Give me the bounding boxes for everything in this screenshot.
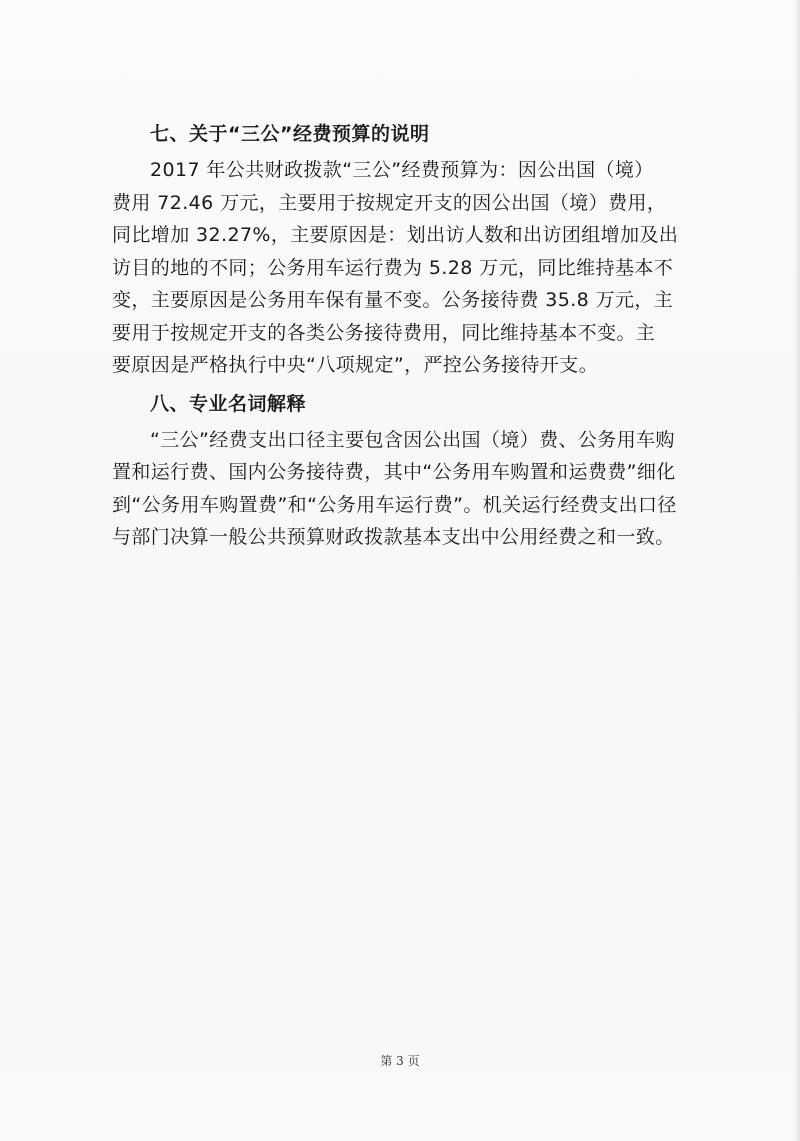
paragraph-line: 要用于按规定开支的各类公务接待费用，同比维持基本不变。主 (112, 321, 656, 344)
section-heading-8: 八、专业名词解释 (150, 392, 307, 415)
page-number: 第 3 页 (380, 1054, 420, 1068)
section-heading-7: 七、关于“三公”经费预算的说明 (150, 123, 430, 145)
paragraph-line: 要原因是严格执行中央“八项规定”，严控公务接待开支。 (112, 354, 599, 376)
paragraph-line: 2017 年公共财政拨款“三公”经费预算为：因公出国（境） (150, 159, 654, 181)
paragraph-line: 变，主要原因是公务用车保有量不变。公务接待费 35.8 万元，主 (112, 289, 674, 311)
scan-edge (794, 0, 800, 1141)
paragraph-line: 同比增加 32.27%，主要原因是：划出访人数和出访团组增加及出 (112, 224, 679, 246)
document-body (112, 114, 712, 554)
paragraph-line: 到“公务用车购置费”和“公务用车运行费”。机关运行经费支出口径 (112, 493, 677, 516)
paragraph-line: “三公”经费支出口径主要包含因公出国（境）费、公务用车购 (150, 428, 675, 451)
paragraph-line: 置和运行费、国内公务接待费，其中“公务用车购置和运费费”细化 (112, 461, 676, 483)
paragraph-line: 费用 72.46 万元，主要用于按规定开支的因公出国（境）费用， (112, 191, 667, 214)
paragraph-line: 访目的地的不同；公务用车运行费为 5.28 万元，同比维持基本不 (112, 256, 674, 279)
paragraph-line: 与部门决算一般公共预算财政拨款基本支出中公用经费之和一致。 (112, 526, 675, 548)
